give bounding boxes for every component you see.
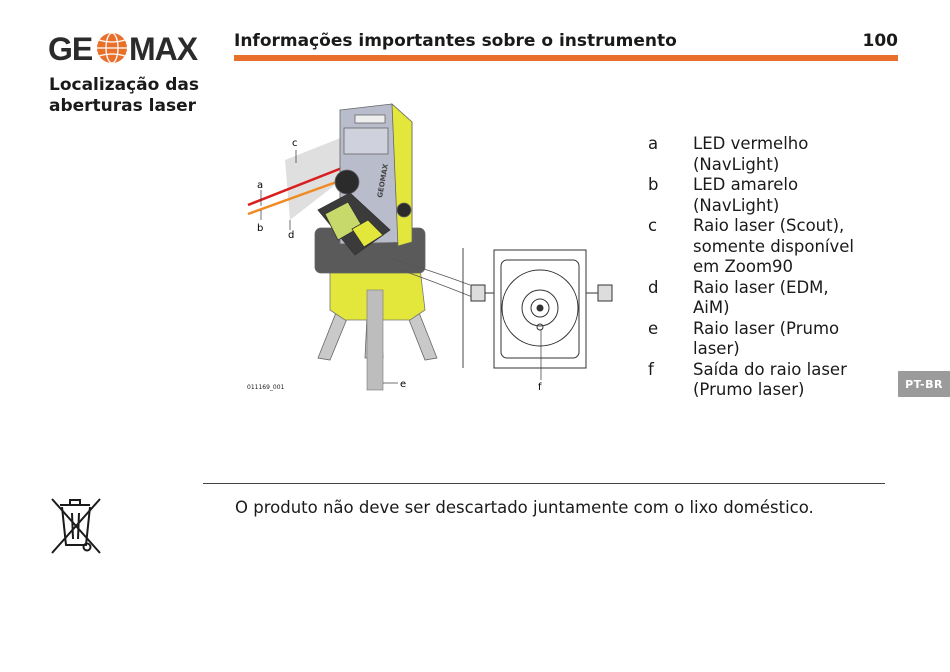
- figure-id: 011169_001: [247, 384, 285, 391]
- legend-item: [648, 278, 888, 319]
- crossed-out-wheelie-bin-icon: [46, 495, 104, 557]
- figure-legend: [648, 134, 888, 401]
- legend-text-line: em Zoom90: [693, 257, 794, 276]
- legend-text-line: Saída do raio laser: [693, 359, 847, 379]
- plumb-laser-beam: [367, 290, 383, 390]
- page-number: 100: [862, 31, 898, 51]
- instrument-body: [315, 104, 425, 273]
- legend-text-line: (NavLight): [693, 195, 780, 215]
- page-header-title: Informações importantes sobre o instrumento: [234, 31, 677, 51]
- figure-label-c: c: [292, 138, 298, 149]
- laser-apertures-figure: [242, 95, 622, 400]
- legend-text-line: LED vermelho: [693, 134, 809, 153]
- legend-item: [648, 360, 888, 401]
- legend-key: c: [648, 216, 658, 235]
- legend-key: d: [648, 277, 659, 297]
- figure-label-b: b: [257, 223, 264, 234]
- figure-label-f: f: [538, 382, 542, 393]
- legend-text-line: AiM): [693, 298, 730, 317]
- figure-label-a: a: [257, 180, 264, 191]
- legend-text-line: Raio laser (EDM,: [693, 277, 829, 297]
- legend-text-line: Raio laser (Scout),: [693, 216, 845, 235]
- legend-key: e: [648, 318, 659, 338]
- legend-key: f: [648, 359, 654, 379]
- legend-text-line: laser): [693, 339, 740, 358]
- section-title: Localização das aberturas laser: [49, 75, 199, 116]
- disposal-notice: O produto não deve ser descartado juntamente com o lixo doméstico.: [235, 498, 814, 517]
- figure-label-d: d: [288, 230, 295, 241]
- figure-label-e: e: [400, 379, 407, 390]
- svg-text:GE: GE: [48, 31, 93, 66]
- legend-text-line: LED amarelo: [693, 175, 799, 194]
- legend-text-line: (Prumo laser): [693, 380, 805, 399]
- legend-item: [648, 134, 888, 175]
- legend-text-line: (NavLight): [693, 154, 780, 174]
- legend-key: b: [648, 175, 659, 194]
- legend-key: a: [648, 134, 659, 153]
- legend-text-line: somente disponível: [693, 236, 855, 256]
- header-divider: [234, 55, 898, 61]
- svg-text:MAX: MAX: [129, 31, 198, 66]
- tribrach-detail: [471, 250, 612, 368]
- legend-item: [648, 319, 888, 360]
- svg-text:GEOMAX: GEOMAX: [376, 163, 390, 199]
- legend-item: [648, 216, 888, 278]
- geomax-logo: [48, 30, 218, 66]
- language-tab[interactable]: PT-BR: [898, 371, 950, 397]
- section-divider: [203, 483, 885, 484]
- legend-text-line: Raio laser (Prumo: [693, 318, 840, 338]
- legend-item: [648, 175, 888, 216]
